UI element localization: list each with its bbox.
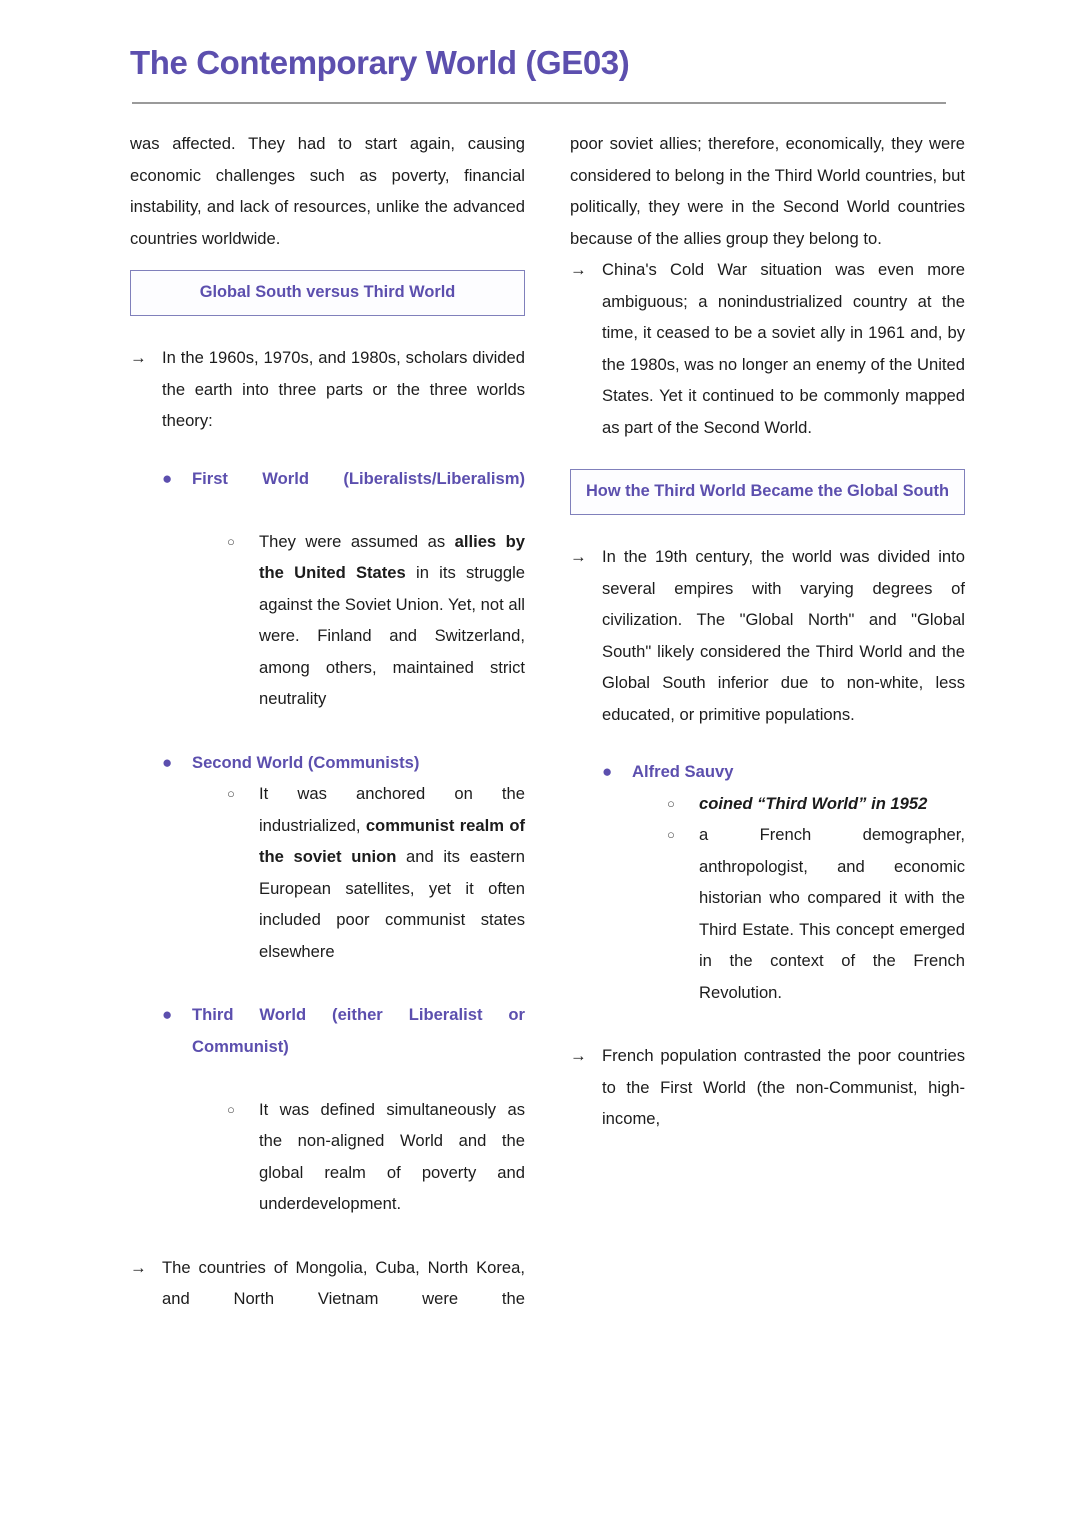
- nineteenth-century-text: In the 19th century, the world was divided into several empires with varying degrees of civilization. The "Global North" and "Global South" likely considered the Third World and the Global South inferior due to non-white, less educated, or primitive populations.: [602, 547, 965, 724]
- spacer: [570, 515, 965, 541]
- first-world-label-part-b: World: [262, 468, 309, 488]
- arrow-icon: →: [570, 547, 587, 566]
- section-heading-third-world-became-global-south: How the Third World Became the Global South: [570, 469, 965, 515]
- two-column-body: [130, 128, 965, 1346]
- arrow-icon: →: [130, 348, 147, 367]
- sub-bullet-icon: ○: [227, 1101, 235, 1117]
- arrow-icon: →: [130, 1257, 147, 1277]
- alfred-sauvy-label: Alfred Sauvy: [632, 762, 734, 781]
- spacer: [130, 715, 525, 747]
- second-world-detail: [259, 778, 525, 967]
- list-item: [570, 254, 965, 443]
- left-continued-paragraph: was affected. They had to start again, causing economic challenges such as poverty, financial instability, and lack of resources, unlike the advanced countries worldwide.: [130, 134, 525, 248]
- list-item: [570, 541, 965, 730]
- list-item: [162, 747, 525, 779]
- title-divider: [132, 102, 946, 104]
- list-item: [130, 342, 525, 437]
- spacer: [130, 254, 525, 270]
- list-item: [227, 778, 525, 967]
- bullet-icon: ●: [602, 762, 613, 781]
- right-column: [570, 128, 965, 1346]
- detail-bold: allies by the United States: [259, 531, 526, 582]
- spacer: [130, 316, 525, 342]
- china-cold-war-text: China's Cold War situation was even more ambiguous; a nonindustrialized country at the time, it ceased to be a soviet ally in 1961 and, by the 1980s, was no longer an enemy of the United States. Yet it continued to be commonly mapped as part of the Second World.: [602, 260, 965, 437]
- list-item: [570, 1040, 965, 1166]
- detail-post: in its struggle against the Soviet Union. Yet, not all were. Finland and Switzerland, among others, maintained strict neutrality: [259, 563, 526, 708]
- third-world-detail: It was defined simultaneously as the non-aligned World and the global realm of poverty and underdevelopment.: [259, 1099, 525, 1213]
- list-item: [162, 999, 525, 1094]
- spacer: [130, 967, 525, 999]
- first-world-label: [192, 463, 525, 526]
- detail-post: and its eastern European satellites, yet it often included poor communist states elsewhere: [259, 847, 525, 961]
- arrow-icon: →: [570, 1046, 587, 1065]
- second-world-label: Second World (Communists): [192, 752, 420, 772]
- sub-bullet-icon: ○: [667, 795, 675, 811]
- sub-bullet-icon: ○: [667, 827, 675, 842]
- arrow-icon: →: [570, 260, 587, 279]
- third-world-label: Third World (either Liberalist or Communist): [192, 1005, 525, 1056]
- list-item: [667, 819, 965, 1008]
- bullet-icon: ●: [162, 752, 173, 772]
- detail-pre: It was anchored on the industrialized,: [259, 784, 525, 835]
- list-item: [227, 526, 525, 715]
- section-heading-global-south: Global South versus Third World: [130, 270, 525, 316]
- detail-bold: communist realm of the soviet union: [259, 815, 525, 866]
- list-item: [227, 1094, 525, 1220]
- spacer: [130, 1220, 525, 1252]
- page-title: The Contemporary World (GE03): [130, 44, 630, 81]
- list-item: [667, 788, 965, 820]
- right-continued-paragraph: poor soviet allies; therefore, economically, they were considered to belong in the Third World countries, but politically, they were in the Second World countries because of the allies group they belong to.: [570, 134, 965, 248]
- sauvy-coined-term: coined “Third World” in 1952: [699, 793, 928, 813]
- first-world-label-part-a: First: [192, 468, 228, 488]
- bullet-icon: ●: [162, 1005, 173, 1024]
- spacer: [570, 1008, 965, 1040]
- sauvy-biography: a French demographer, anthropologist, and economic historian who compared it with the Third Estate. This concept emerged in the context of the French Revolution.: [699, 825, 965, 1002]
- first-world-label-part-c: (Liberalists/Liberalism): [343, 468, 525, 488]
- list-item: [162, 463, 525, 526]
- spacer: [570, 730, 965, 756]
- sub-bullet-icon: ○: [227, 533, 235, 549]
- sub-bullet-icon: ○: [227, 786, 235, 801]
- french-population-text: French population contrasted the poor countries to the First World (the non-Communist, high-income,: [602, 1046, 965, 1128]
- left-closing-text: The countries of Mongolia, Cuba, North Korea, and North Vietnam were the: [162, 1257, 525, 1308]
- list-item: [130, 1252, 525, 1347]
- detail-pre: They were assumed as: [259, 531, 455, 551]
- bullet-icon: ●: [162, 468, 173, 488]
- spacer: [570, 443, 965, 469]
- spacer: [130, 437, 525, 463]
- list-item-text: In the 1960s, 1970s, and 1980s, scholars divided the earth into three parts or the three worlds theory:: [162, 348, 525, 430]
- list-item: [602, 756, 965, 788]
- left-column: [130, 128, 525, 1346]
- first-world-detail: [259, 526, 525, 715]
